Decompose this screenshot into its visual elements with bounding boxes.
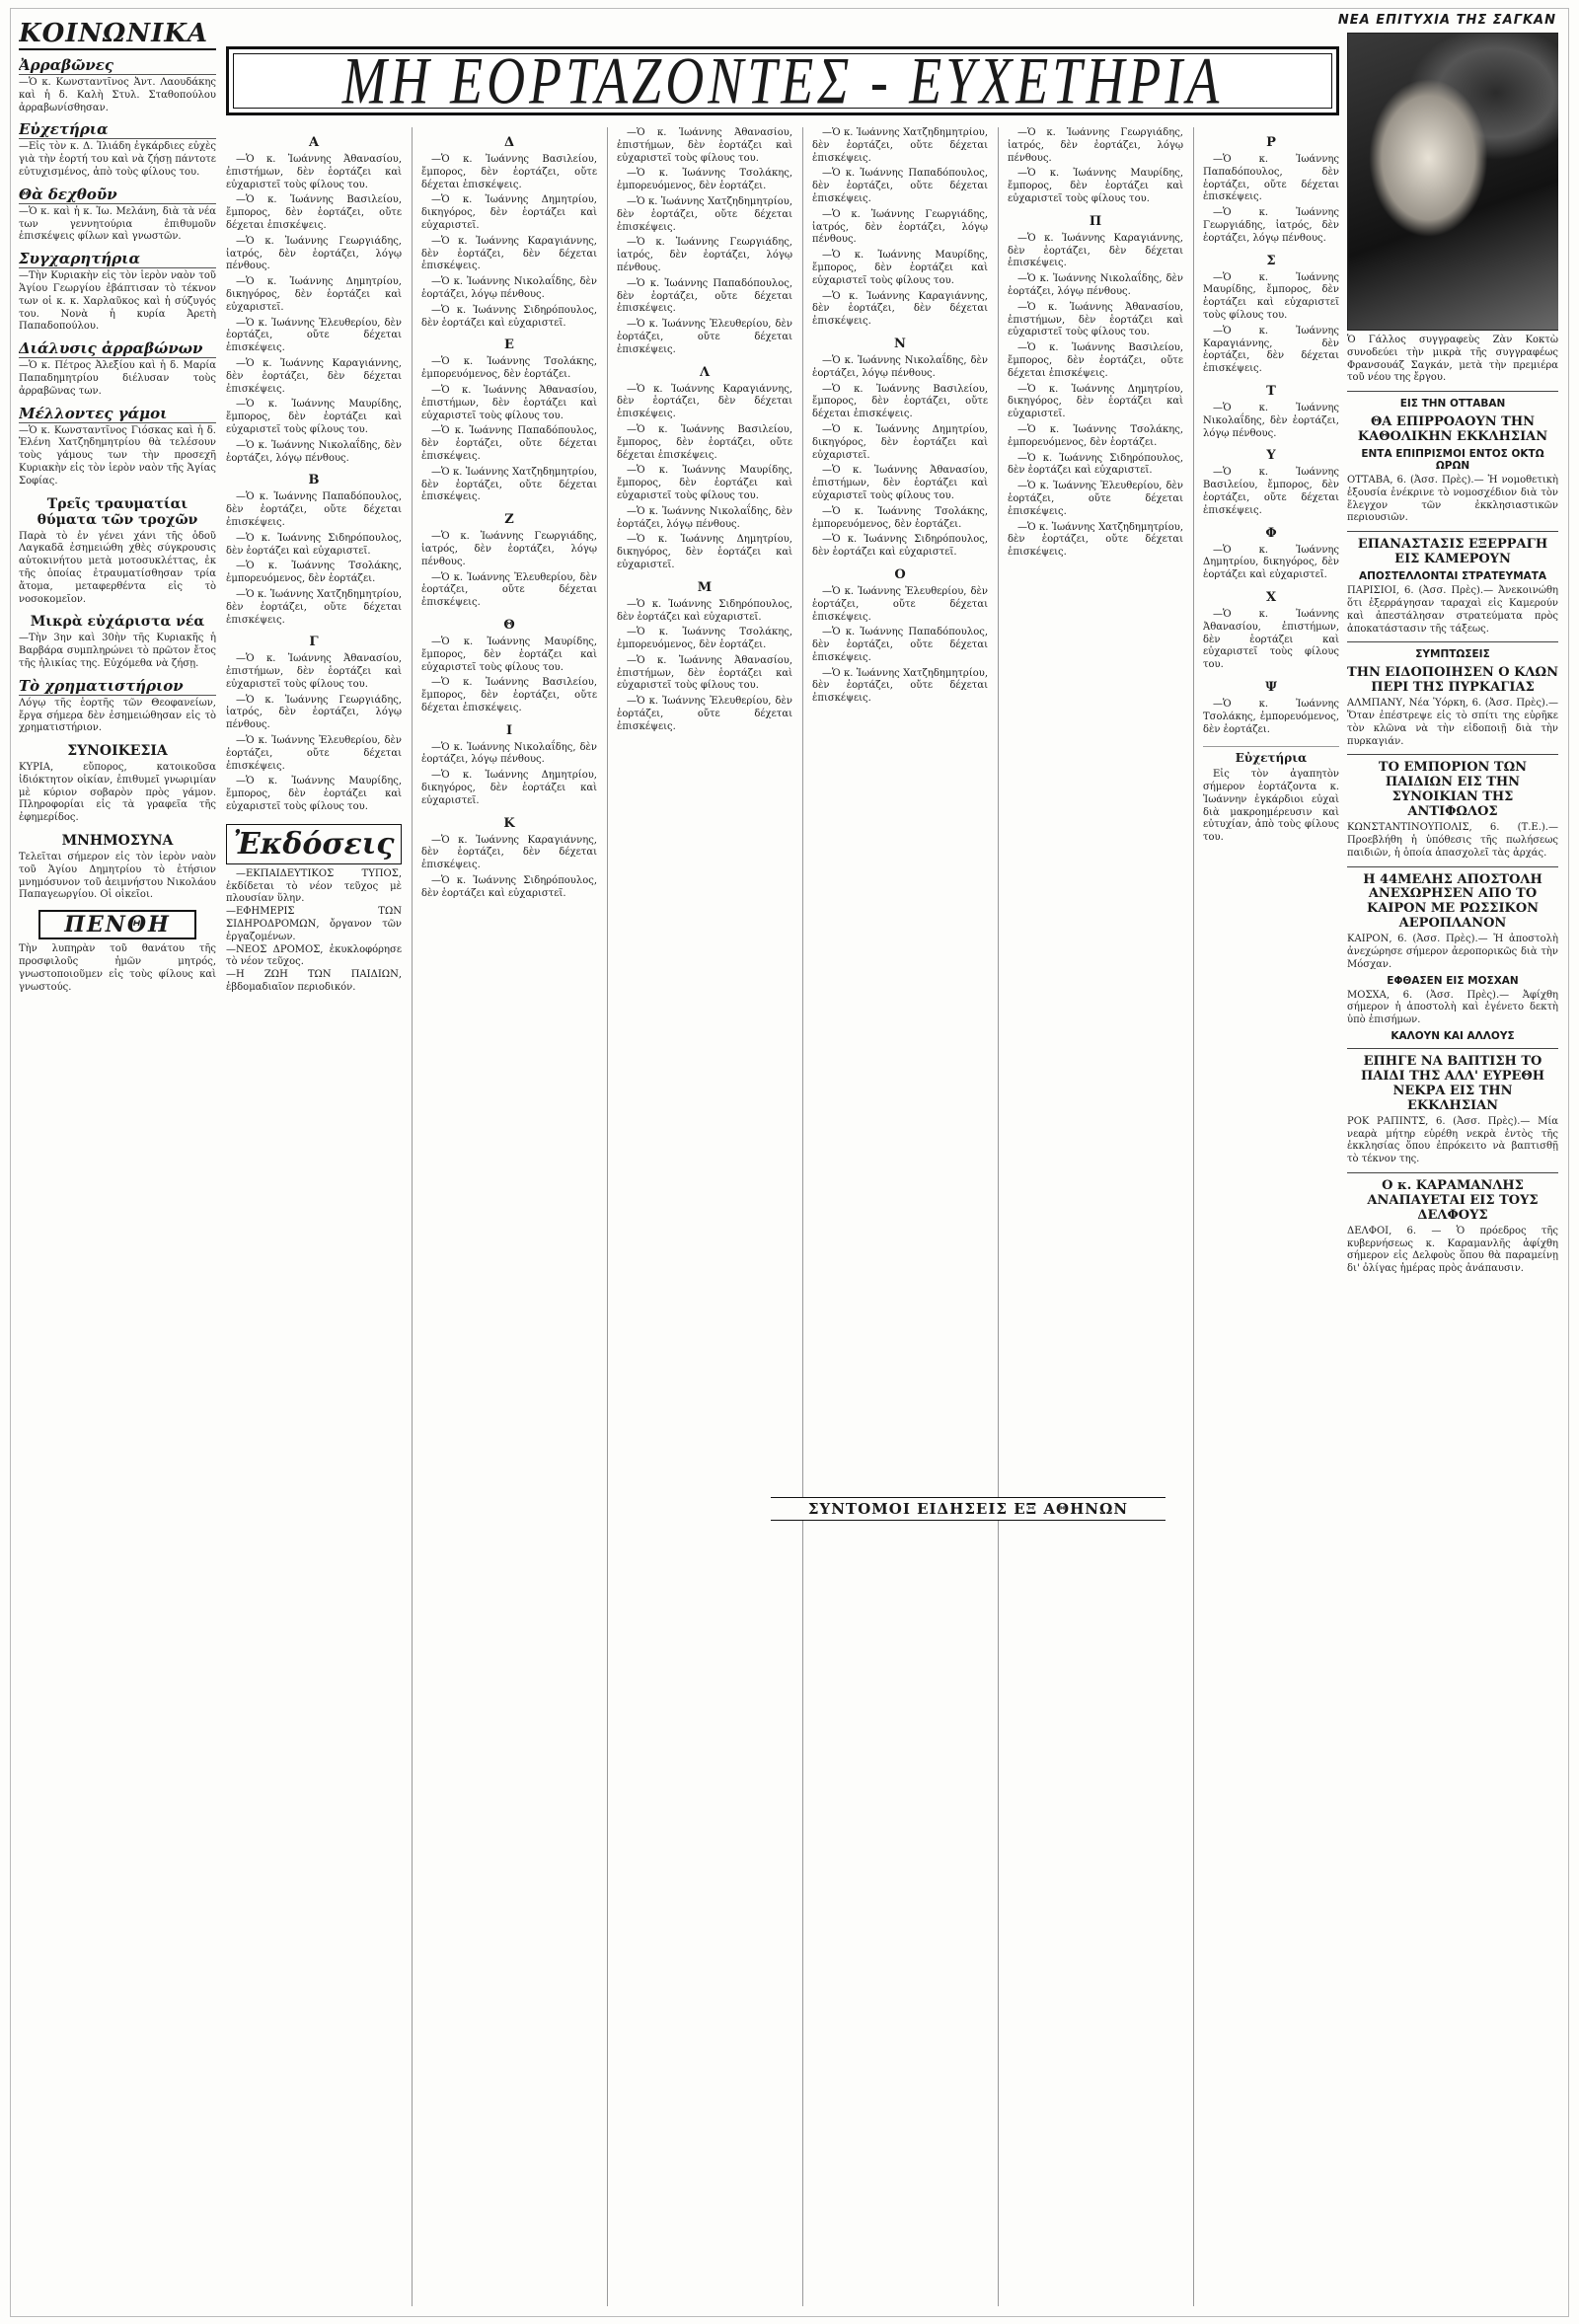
greeting-entry: —Ὁ κ. Ἰωάννης Ἐλευθερίου, δὲν ἑορτάζει, οὔτε δέχεται ἐπισκέψεις.: [617, 696, 792, 732]
greeting-entry: —Ὁ κ. Ἰωάννης Μαυρίδης, ἔμπορος, δὲν ἑορτάζει καὶ εὐχαριστεῖ τοὺς φίλους του.: [421, 636, 597, 673]
subheadline: ΑΠΟΣΤΕΛΛΟΝΤΑΙ ΣΤΡΑΤΕΥΜΑΤΑ: [1358, 570, 1547, 583]
alphabet-letter: Τ: [1266, 383, 1276, 399]
greeting-entry: —Ὁ κ. Ἰωάννης Καραγιάννης, δὲν ἑορτάζει, δὲν δέχεται ἐπισκέψεις.: [421, 235, 597, 272]
greeting-entry: —Ὁ κ. Ἰωάννης Παπαδόπουλος, δὲν ἑορτάζει, οὔτε δέχεται ἐπισκέψεις.: [812, 168, 988, 204]
divider: [1347, 391, 1558, 392]
brief-news-heading: ΣΥΝΤΟΜΟΙ ΕΙΔΗΣΕΙΣ ΕΞ ΑΘΗΝΩΝ: [771, 1497, 1165, 1521]
greeting-entry: —Ὁ κ. Ἰωάννης Καραγιάννης, δὲν ἑορτάζει, δὲν δέχεται ἐπισκέψεις.: [421, 834, 597, 871]
greeting-entry: —Ὁ κ. Ἰωάννης Δημητρίου, δικηγόρος, δὲν ἑορτάζει καὶ εὐχαριστεῖ.: [421, 770, 597, 806]
greeting-entry: —Ὁ κ. Ἰωάννης Δημητρίου, δικηγόρος, δὲν ἑορτάζει καὶ εὐχαριστεῖ.: [812, 423, 988, 461]
greeting-entry: —Ὁ κ. Ἰωάννης Βασιλείου, ἔμπορος, δὲν ἑορτάζει, οὔτε δέχεται ἐπισκέψεις.: [226, 194, 402, 231]
greeting-entry: —Ὁ κ. Ἰωάννης Βασιλείου, ἔμπορος, δὲν ἑορτάζει, οὔτε δέχεται ἐπισκέψεις.: [812, 383, 988, 420]
social-column: [19, 19, 216, 2306]
alphabet-letter: Ρ: [1266, 135, 1276, 150]
section-heading: Θὰ δεχθοῦν: [19, 186, 216, 204]
news-column: [1347, 33, 1558, 2306]
greeting-entry: —Ὁ κ. Ἰωάννης Γεωργιάδης, ἰατρός, δὲν ἑορτάζει, λόγῳ πένθους.: [812, 208, 988, 246]
greeting-entry: —Ὁ κ. Ἰωάννης Καραγιάννης, δὲν ἑορτάζει, δὲν δέχεται ἐπισκέψεις.: [1008, 232, 1183, 269]
greeting-entry: —Ὁ κ. Ἰωάννης Καραγιάννης, δὲν ἑορτάζει, δὲν δέχεται ἐπισκέψεις.: [1203, 325, 1339, 375]
greeting-entry: Εἰς τὸν ἀγαπητὸν σήμερον ἑορτάζοντα κ. Ἰωάννην ἐγκάρδιοι εὐχαὶ διὰ μακροημέρευσιν καὶ εὐτυχίαν, ἀπὸ τοὺς φίλους του.: [1203, 769, 1339, 844]
greeting-entry: —Ὁ κ. Ἰωάννης Παπαδόπουλος, δὲν ἑορτάζει, οὔτε δέχεται ἐπισκέψεις.: [421, 425, 597, 462]
section-text: Τὴν λυπηρὰν τοῦ θανάτου τῆς προσφιλοῦς ἡμῶν μητρός, γνωστοποιοῦμεν εἰς τοὺς φίλους καὶ γνωστούς.: [19, 943, 216, 993]
alphabet-letter: Ο: [894, 566, 906, 582]
greeting-entry: —Ὁ κ. Ἰωάννης Ἀθανασίου, ἐπιστήμων, δὲν ἑορτάζει καὶ εὐχαριστεῖ τοὺς φίλους του.: [226, 154, 402, 190]
greeting-entry: —Ὁ κ. Ἰωάννης Νικολαΐδης, δὲν ἑορτάζει, λόγῳ πένθους.: [1008, 273, 1183, 297]
article-text: ΑΛΜΠΑΝΥ, Νέα Ὑόρκη, 6. (Ἀσσ. Πρὲς).— Ὅταν ἐπέστρεψε εἰς τὸ σπίτι της εὑρῆκε τὸν κλῶνα νὰ τὴν εἰδοποιῇ διὰ τὴν πυρκαγιάν.: [1347, 698, 1558, 747]
headline: ΘΑ ΕΠΙΡΡΟΑΟΥΝ ΤΗΝ ΚΑΘΟΛΙΚΗΝ ΕΚΚΛΗΣΙΑΝ: [1357, 414, 1548, 445]
subheadline: ΕΝΤΑ ΕΠΙΠΡΙΣΜΟΙ ΕΝΤΟΣ ΟΚΤΩ ΩΡΩΝ: [1361, 448, 1544, 473]
greeting-entry: —Ὁ κ. Ἰωάννης Παπαδόπουλος, δὲν ἑορτάζει, οὔτε δέχεται ἐπισκέψεις.: [226, 491, 402, 528]
greeting-entry: —Ὁ κ. Ἰωάννης Βασιλείου, ἔμπορος, δὲν ἑορτάζει, οὔτε δέχεται ἐπισκέψεις.: [421, 154, 597, 190]
section-text: Λόγῳ τῆς ἑορτῆς τῶν Θεοφανείων, ἔργα σήμερα δὲν ἐσημειώθησαν εἰς τὸ χρηματιστήριον.: [19, 697, 216, 734]
section-heading: Ἀρραβῶνες: [19, 56, 216, 75]
greeting-entry: —Ὁ κ. Ἰωάννης Γεωργιάδης, ἰατρός, δὲν ἑορτάζει, λόγῳ πένθους.: [617, 237, 792, 273]
section-text: Παρὰ τὸ ἐν γένει χάνι τῆς ὁδοῦ Λαγκαδᾶ ἐσημειώθη χθὲς σύγκρουσις αὐτοκινήτου μετὰ μοτοσυκλέττας, ἐκ τῆς ὁποίας ἐτραυματίσθησαν τρία ἄτομα, μεταφερθέντα εἰς τὸ νοσοκομεῖον.: [19, 530, 216, 605]
greeting-entry: —Ὁ κ. Ἰωάννης Παπαδόπουλος, δὲν ἑορτάζει, οὔτε δέχεται ἐπισκέψεις.: [1203, 154, 1339, 203]
greeting-entry: —Ὁ κ. Ἰωάννης Ἀθανασίου, ἐπιστήμων, δὲν ἑορτάζει καὶ εὐχαριστεῖ τοὺς φίλους του.: [421, 384, 597, 421]
greeting-entry: —Ὁ κ. Ἰωάννης Τσολάκης, ἐμπορευόμενος, δὲν ἑορτάζει.: [617, 168, 792, 192]
alphabet-letter: Λ: [699, 364, 711, 380]
photo-caption: Ὁ Γάλλος συγγραφεὺς Ζὰν Κοκτὼ συνοδεύει τὴν μικρὰ τῆς συγγραφέως Φρανσουάζ Σαγκάν, μετὰ τὴν πρεμιέρα τοῦ νέου της ἔργου.: [1347, 335, 1558, 384]
greeting-entry: —Ὁ κ. Ἰωάννης Ἀθανασίου, ἐπιστήμων, δὲν ἑορτάζει καὶ εὐχαριστεῖ τοὺς φίλους του.: [1203, 608, 1339, 671]
greeting-entry: —Ὁ κ. Ἰωάννης Σιδηρόπουλος, δὲν ἑορτάζει καὶ εὐχαριστεῖ.: [421, 304, 597, 329]
column-divider: [802, 127, 803, 2306]
alphabet-letter: Ε: [504, 337, 514, 353]
alphabet-letter: Δ: [503, 135, 515, 150]
greeting-entry: —Ὁ κ. Ἰωάννης Σιδηρόπουλος, δὲν ἑορτάζει καὶ εὐχαριστεῖ.: [812, 534, 988, 559]
section-text: —Ὁ κ. καὶ ἡ κ. Ἰω. Μελάνη, διὰ τὰ νέα των γεννητούρια ἐπιθυμοῦν ἐπισκέψεις φίλων καὶ γνωστῶν.: [19, 205, 216, 243]
greeting-entry: —Ὁ κ. Ἰωάννης Νικολαΐδης, δὲν ἑορτάζει, λόγῳ πένθους.: [226, 439, 402, 464]
alphabet-letter: Υ: [1266, 448, 1276, 464]
greeting-entry: —Ὁ κ. Ἰωάννης Σιδηρόπουλος, δὲν ἑορτάζει καὶ εὐχαριστεῖ.: [617, 598, 792, 623]
greeting-entry: —Ὁ κ. Ἰωάννης Τσολάκης, ἐμπορευόμενος, δὲν ἑορτάζει.: [421, 356, 597, 381]
publications-text: —ΕΚΠΑΙΔΕΥΤΙΚΟΣ ΤΥΠΟΣ, ἐκδίδεται τὸ νέον τεῦχος μὲ πλουσίαν ὕλην. —ΕΦΗΜΕΡΙΣ ΤΩΝ ΣΙΔΗΡΟΔΡΟΜΩΝ, ὄργανον τῶν ἐργαζομένων. —ΝΕΟΣ ΔΡΟΜΟΣ, ἐκυκλοφόρησε τὸ νέον τεῦχος. —Η ΖΩΗ ΤΩΝ ΠΑΙΔΙΩΝ, ἑβδομαδιαῖον περιοδικόν.: [226, 867, 402, 994]
text-column: [226, 127, 402, 2306]
greetings-subheading: Εὐχετήρια: [1203, 746, 1339, 765]
section-text: —Ὁ κ. Πέτρος Ἀλεξίου καὶ ἡ δ. Μαρία Παπαδημητρίου διέλυσαν τοὺς ἀρραβῶνας των.: [19, 360, 216, 397]
column-divider: [607, 127, 608, 2306]
headline: ΕΠΑΝΑΣΤΑΣΙΣ ΕΞΕΡΡΑΓΗ ΕΙΣ ΚΑΜΕΡΟΥΝ: [1357, 537, 1548, 567]
article-text: ΚΑΙΡΟΝ, 6. (Ἀσσ. Πρὲς).— Ἡ ἀποστολὴ ἀνεχώρησε σήμερον ἀεροπορικῶς διὰ τὴν Μόσχαν.: [1347, 934, 1558, 970]
greeting-entry: —Ὁ κ. Ἰωάννης Παπαδόπουλος, δὲν ἑορτάζει, οὔτε δέχεται ἐπισκέψεις.: [812, 627, 988, 663]
article-text: ΟΤΤΑΒΑ, 6. (Ἀσσ. Πρὲς).— Ἡ νομοθετικὴ ἐξουσία ἐνέκρινε τὸ νομοσχέδιον διὰ τὸν ἔλεγχον τῶν ἐκκλησιαστικῶν περιουσιῶν.: [1347, 475, 1558, 524]
headline: Ο κ. ΚΑΡΑΜΑΝΛΗΣ ΑΝΑΠΑΥΕΤΑΙ ΕΙΣ ΤΟΥΣ ΔΕΛΦΟΥΣ: [1367, 1177, 1539, 1223]
dateline: ΕΙΣ ΤΗΝ ΟΤΤΑΒΑΝ: [1399, 398, 1506, 411]
greeting-entry: —Ὁ κ. Ἰωάννης Βασιλείου, ἔμπορος, δὲν ἑορτάζει, οὔτε δέχεται ἐπισκέψεις.: [421, 677, 597, 713]
greeting-entry: —Ὁ κ. Ἰωάννης Χατζηδημητρίου, δὲν ἑορτάζει, οὔτε δέχεται ἐπισκέψεις.: [421, 466, 597, 503]
alphabet-letter: Σ: [1266, 253, 1276, 268]
greeting-entry: —Ὁ κ. Ἰωάννης Ἀθανασίου, ἐπιστήμων, δὲν ἑορτάζει καὶ εὐχαριστεῖ τοὺς φίλους του.: [812, 465, 988, 501]
section-heading: Εὐχετήρια: [19, 120, 216, 139]
greeting-entry: —Ὁ κ. Ἰωάννης Δημητρίου, δικηγόρος, δὲν ἑορτάζει καὶ εὐχαριστεῖ.: [1203, 544, 1339, 581]
greeting-entry: —Ὁ κ. Ἰωάννης Τσολάκης, ἐμπορευόμενος, δὲν ἑορτάζει.: [617, 627, 792, 651]
greeting-entry: —Ὁ κ. Ἰωάννης Μαυρίδης, ἔμπορος, δὲν ἑορτάζει καὶ εὐχαριστεῖ τοὺς φίλους του.: [1008, 168, 1183, 204]
alphabet-letter: Π: [1089, 213, 1102, 229]
divider: [1347, 1172, 1558, 1173]
memorials-heading: ΜΝΗΜΟΣΥΝΑ: [61, 833, 174, 850]
greeting-entry: —Ὁ κ. Ἰωάννης Ἐλευθερίου, δὲν ἑορτάζει, οὔτε δέχεται ἐπισκέψεις.: [226, 735, 402, 772]
greeting-entry: —Ὁ κ. Ἰωάννης Χατζηδημητρίου, δὲν ἑορτάζει, οὔτε δέχεται ἐπισκέψεις.: [812, 667, 988, 705]
greeting-entry: —Ὁ κ. Ἰωάννης Σιδηρόπουλος, δὲν ἑορτάζει καὶ εὐχαριστεῖ.: [226, 532, 402, 557]
greeting-entry: —Ὁ κ. Ἰωάννης Μαυρίδης, ἔμπορος, δὲν ἑορτάζει καὶ εὐχαριστεῖ τοὺς φίλους του.: [812, 250, 988, 286]
alphabet-letter: Ι: [505, 722, 513, 738]
news-heading: Τρεῖς τραυματίαι θύματα τῶν τροχῶν: [37, 495, 198, 528]
greeting-entry: —Ὁ κ. Ἰωάννης Γεωργιάδης, ἰατρός, δὲν ἑορτάζει, λόγῳ πένθους.: [226, 694, 402, 731]
greeting-entry: —Ὁ κ. Ἰωάννης Καραγιάννης, δὲν ἑορτάζει, δὲν δέχεται ἐπισκέψεις.: [226, 357, 402, 395]
greeting-entry: —Ὁ κ. Ἰωάννης Ἀθανασίου, ἐπιστήμων, δὲν ἑορτάζει καὶ εὐχαριστεῖ τοὺς φίλους του.: [1008, 301, 1183, 338]
alphabet-letter: Χ: [1265, 589, 1277, 605]
greeting-entry: —Ὁ κ. Ἰωάννης Ἐλευθερίου, δὲν ἑορτάζει, οὔτε δέχεται ἐπισκέψεις.: [617, 319, 792, 355]
alphabet-letter: Φ: [1265, 525, 1277, 541]
section-text: —Ὁ κ. Κωνσταντῖνος Γιόσκας καὶ ἡ δ. Ἑλένη Χατζηδημητρίου θὰ τελέσουν τοὺς γάμους των τὴν προσεχῆ Κυριακὴν εἰς τὸν ἱερὸν ναὸν τῆς Ἁγίας Σοφίας.: [19, 424, 216, 487]
greeting-entry: —Ὁ κ. Ἰωάννης Χατζηδημητρίου, δὲν ἑορτάζει, οὔτε δέχεται ἐπισκέψεις.: [812, 127, 988, 164]
greeting-entry: —Ὁ κ. Ἰωάννης Δημητρίου, δικηγόρος, δὲν ἑορτάζει καὶ εὐχαριστεῖ.: [1008, 383, 1183, 420]
top-right-banner: ΝΕΑ ΕΠΙΤΥΧΙΑ ΤΗΣ ΣΑΓΚΑΝ: [1337, 13, 1556, 28]
divider: [1347, 866, 1558, 867]
greeting-entry: —Ὁ κ. Ἰωάννης Μαυρίδης, ἔμπορος, δὲν ἑορτάζει καὶ εὐχαριστεῖ τοὺς φίλους του.: [226, 399, 402, 435]
alphabet-letter: Ψ: [1265, 679, 1277, 695]
greeting-entry: —Ὁ κ. Ἰωάννης Μαυρίδης, ἔμπορος, δὲν ἑορτάζει καὶ εὐχαριστεῖ τοὺς φίλους του.: [1203, 271, 1339, 321]
greeting-entry: —Ὁ κ. Ἰωάννης Χατζηδημητρίου, δὲν ἑορτάζει, οὔτε δέχεται ἐπισκέψεις.: [226, 588, 402, 626]
section-text: —Εἰς τὸν κ. Δ. Ἰλιάδη ἐγκάρδιες εὐχὲς γιὰ τὴν ἑορτή του καὶ νὰ ζήσῃ πάντοτε εὐτυχισμένος, ἀπὸ τοὺς φίλους του.: [19, 141, 216, 178]
masthead-banner: [226, 43, 1339, 118]
greeting-entry: —Ὁ κ. Ἰωάννης Σιδηρόπουλος, δὲν ἑορτάζει καὶ εὐχαριστεῖ.: [1008, 452, 1183, 477]
dateline: ΚΑΛΟΥΝ ΚΑΙ ΑΛΛΟΥΣ: [1391, 1030, 1515, 1043]
greeting-entry: —Ὁ κ. Ἰωάννης Δημητρίου, δικηγόρος, δὲν ἑορτάζει καὶ εὐχαριστεῖ.: [226, 276, 402, 313]
greeting-entry: —Ὁ κ. Ἰωάννης Δημητρίου, δικηγόρος, δὲν ἑορτάζει καὶ εὐχαριστεῖ.: [421, 194, 597, 231]
section-text: —Ὁ κ. Κωνσταντῖνος Ἀντ. Λαουδάκης καὶ ἡ δ. Καλὴ Στυλ. Σταθοπούλου ἀρραβωνίσθησαν.: [19, 77, 216, 113]
greeting-entry: —Ὁ κ. Ἰωάννης Γεωργιάδης, ἰατρός, δὲν ἑορτάζει, λόγῳ πένθους.: [421, 531, 597, 567]
column-rubric: ΚΟΙΝΩΝΙΚΑ: [19, 19, 216, 50]
greeting-entry: —Ὁ κ. Ἰωάννης Βασιλείου, ἔμπορος, δὲν ἑορτάζει, οὔτε δέχεται ἐπισκέψεις.: [1203, 467, 1339, 516]
alphabet-letter: Α: [308, 135, 320, 150]
alphabet-letter: Ν: [894, 336, 906, 351]
greeting-entry: —Ὁ κ. Ἰωάννης Τσολάκης, ἐμπορευόμενος, δὲν ἑορτάζει.: [226, 561, 402, 585]
greeting-entry: —Ὁ κ. Ἰωάννης Τσολάκης, ἐμπορευόμενος, δὲν ἑορτάζει.: [1203, 698, 1339, 735]
divider: [1347, 1048, 1558, 1049]
greeting-entry: —Ὁ κ. Ἰωάννης Ἐλευθερίου, δὲν ἑορτάζει, οὔτε δέχεται ἐπισκέψεις.: [226, 317, 402, 354]
greeting-entry: —Ὁ κ. Ἰωάννης Βασιλείου, ἔμπορος, δὲν ἑορτάζει, οὔτε δέχεται ἐπισκέψεις.: [1008, 342, 1183, 379]
greeting-entry: —Ὁ κ. Ἰωάννης Τσολάκης, ἐμπορευόμενος, δὲν ἑορτάζει.: [812, 505, 988, 530]
greeting-entry: —Ὁ κ. Ἰωάννης Ἐλευθερίου, δὲν ἑορτάζει, οὔτε δέχεται ἐπισκέψεις.: [421, 571, 597, 609]
section-text: —Τὴν Κυριακὴν εἰς τὸν ἱερὸν ναὸν τοῦ Ἁγίου Γεωργίου ἐβάπτισαν τὸ τέκνον των οἱ κ. κ. Χαρλαῦκος καὶ ἡ σύζυγός του. Νονὰ ἡ κυρία Ἀρετὴ Παπαδοπούλου.: [19, 270, 216, 333]
divider: [1347, 754, 1558, 755]
headline: ΕΠΗΓΕ ΝΑ ΒΑΠΤΙΣΗ ΤΟ ΠΑΙΔΙ ΤΗΣ ΑΛΛ' ΕΥΡΕΘΗ ΝΕΚΡΑ ΕΙΣ ΤΗΝ ΕΚΚΛΗΣΙΑΝ: [1360, 1054, 1545, 1113]
text-column: [1008, 127, 1183, 2306]
alphabet-letter: Θ: [503, 617, 515, 633]
greetings-columns: [226, 127, 1339, 2306]
greeting-entry: —Ὁ κ. Ἰωάννης Βασιλείου, ἔμπορος, δὲν ἑορτάζει, οὔτε δέχεται ἐπισκέψεις.: [617, 423, 792, 461]
greeting-entry: —Ὁ κ. Ἰωάννης Ἀθανασίου, ἐπιστήμων, δὲν ἑορτάζει καὶ εὐχαριστεῖ τοὺς φίλους του.: [226, 653, 402, 690]
mourning-heading: ΠΕΝΘΗ: [38, 910, 196, 939]
alphabet-letter: Γ: [309, 635, 319, 650]
greeting-entry: —Ὁ κ. Ἰωάννης Ἀθανασίου, ἐπιστήμων, δὲν ἑορτάζει καὶ εὐχαριστεῖ τοὺς φίλους του.: [617, 654, 792, 692]
section-text: —Τὴν 3ην καὶ 30ὴν τῆς Κυριακῆς ἡ Βαρβάρα συμπληρώνει τὸ πρῶτον ἔτος τῆς ἡλικίας της. Εὐχόμεθα νὰ ζήσῃ.: [19, 633, 216, 669]
greeting-entry: —Ὁ κ. Ἰωάννης Ἐλευθερίου, δὲν ἑορτάζει, οὔτε δέχεται ἐπισκέψεις.: [812, 585, 988, 623]
greeting-entry: —Ὁ κ. Ἰωάννης Γεωργιάδης, ἰατρός, δὲν ἑορτάζει, λόγῳ πένθους.: [1203, 207, 1339, 244]
article-text: ΡΟΚ ΡΑΠΙΝΤΣ, 6. (Ἀσσ. Πρὲς).— Μία νεαρὰ μήτηρ εὑρέθη νεκρὰ ἐντὸς τῆς ἐκκλησίας ὅπου ἐπρόκειτο νὰ βαπτισθῇ τὸ τέκνον της.: [1347, 1115, 1558, 1165]
dateline: ΕΦΘΑΣΕΝ ΕΙΣ ΜΟΣΧΑΝ: [1387, 974, 1519, 987]
greeting-entry: —Ὁ κ. Ἰωάννης Χατζηδημητρίου, δὲν ἑορτάζει, οὔτε δέχεται ἐπισκέψεις.: [1008, 521, 1183, 559]
greeting-entry: —Ὁ κ. Ἰωάννης Νικολαΐδης, δὲν ἑορτάζει, λόγῳ πένθους.: [617, 505, 792, 530]
text-column: [617, 127, 792, 2306]
news-photo: [1347, 33, 1558, 331]
column-divider: [412, 127, 413, 2306]
greeting-entry: —Ὁ κ. Ἰωάννης Παπαδόπουλος, δὲν ἑορτάζει, οὔτε δέχεται ἐπισκέψεις.: [617, 277, 792, 315]
greeting-entry: —Ὁ κ. Ἰωάννης Ἀθανασίου, ἐπιστήμων, δὲν ἑορτάζει καὶ εὐχαριστεῖ τοὺς φίλους του.: [617, 127, 792, 164]
article-text: ΚΩΝΣΤΑΝΤΙΝΟΥΠΟΛΙΣ, 6. (Τ.Ε.).— Προεβλήθη ἡ ὑπόθεσις τῆς πωλήσεως παιδιῶν, ἡ ὁποία ἀπασχολεῖ τὰς ἀρχάς.: [1347, 822, 1558, 859]
greeting-entry: —Ὁ κ. Ἰωάννης Νικολαΐδης, δὲν ἑορτάζει, λόγῳ πένθους.: [421, 276, 597, 300]
publications-heading: Ἐκδόσεις: [226, 824, 402, 864]
text-column: [421, 127, 597, 2306]
greeting-entry: —Ὁ κ. Ἰωάννης Δημητρίου, δικηγόρος, δὲν ἑορτάζει καὶ εὐχαριστεῖ.: [617, 534, 792, 570]
greeting-entry: —Ὁ κ. Ἰωάννης Ἐλευθερίου, δὲν ἑορτάζει, οὔτε δέχεται ἐπισκέψεις.: [1008, 481, 1183, 517]
alphabet-letter: Ζ: [504, 512, 514, 528]
section-heading: Διάλυσις ἀρραβώνων: [19, 339, 216, 358]
greeting-entry: —Ὁ κ. Ἰωάννης Νικολαΐδης, δὲν ἑορτάζει, λόγῳ πένθους.: [812, 354, 988, 379]
alphabet-letter: Κ: [503, 815, 515, 831]
greeting-entry: —Ὁ κ. Ἰωάννης Καραγιάννης, δὲν ἑορτάζει, δὲν δέχεται ἐπισκέψεις.: [812, 290, 988, 328]
masthead-title: ΜΗ ΕΟΡΤΑΖΟΝΤΕΣ - ΕΥΧΕΤΗΡΙΑ: [341, 43, 1224, 118]
article-text: ΠΑΡΙΣΙΟΙ, 6. (Ἀσσ. Πρὲς).— Ἀνεκοινώθη ὅτι ἐξερράγησαν ταραχαὶ εἰς Καμερούν καὶ ἀπεστάλησαν στρατεύματα πρὸς ἀποκατάστασιν τῆς τάξεως.: [1347, 585, 1558, 635]
greeting-entry: —Ὁ κ. Ἰωάννης Τσολάκης, ἐμπορευόμενος, δὲν ἑορτάζει.: [1008, 423, 1183, 448]
news-heading: Μικρὰ εὐχάριστα νέα: [30, 614, 205, 631]
greeting-entry: —Ὁ κ. Ἰωάννης Νικολαΐδης, δὲν ἑορτάζει, λόγῳ πένθους.: [421, 741, 597, 766]
section-heading: Μέλλοντες γάμοι: [19, 405, 216, 423]
section-heading: Τὸ χρηματιστήριον: [19, 677, 216, 696]
column-divider: [998, 127, 999, 2306]
greeting-entry: —Ὁ κ. Ἰωάννης Μαυρίδης, ἔμπορος, δὲν ἑορτάζει καὶ εὐχαριστεῖ τοὺς φίλους του.: [226, 776, 402, 813]
greeting-entry: —Ὁ κ. Ἰωάννης Χατζηδημητρίου, δὲν ἑορτάζει, οὔτε δέχεται ἐπισκέψεις.: [617, 195, 792, 233]
section-heading: Συγχαρητήρια: [19, 250, 216, 268]
greeting-entry: —Ὁ κ. Ἰωάννης Νικολαΐδης, δὲν ἑορτάζει, λόγῳ πένθους.: [1203, 402, 1339, 439]
dateline: ΣΥΜΠΤΩΣΕΙΣ: [1415, 648, 1490, 661]
article-text: ΜΟΣΧΑ, 6. (Ἀσσ. Πρὲς).— Ἀφίχθη σήμερον ἡ ἀποστολὴ καὶ ἐγένετο δεκτὴ ὑπὸ ἐπισήμων.: [1347, 989, 1558, 1026]
greeting-entry: —Ὁ κ. Ἰωάννης Καραγιάννης, δὲν ἑορτάζει, δὲν δέχεται ἐπισκέψεις.: [617, 383, 792, 420]
newspaper-page: [10, 8, 1569, 2317]
column-divider: [1193, 127, 1194, 2306]
divider: [1347, 531, 1558, 532]
headline: Η 44ΜΕΛΗΣ ΑΠΟΣΤΟΛΗ ΑΝΕΧΩΡΗΣΕΝ ΑΠΟ ΤΟ ΚΑΙΡΟΝ ΜΕ ΡΩΣΣΙΚΟΝ ΑΕΡΟΠΛΑΝΟΝ: [1363, 871, 1542, 932]
section-text: Τελεῖται σήμερον εἰς τὸν ἱερὸν ναὸν τοῦ Ἁγίου Δημητρίου τὸ ἐτήσιον μνημόσυνον τοῦ ἀειμνήστου Νικολάου Παπαγεωργίου. Οἱ οἰκεῖοι.: [19, 852, 216, 901]
text-column: [812, 127, 988, 2306]
alphabet-letter: Μ: [697, 579, 713, 595]
text-column: [1203, 127, 1339, 2306]
article-text: ΔΕΛΦΟΙ, 6. — Ὁ πρόεδρος τῆς κυβερνήσεως κ. Καραμανλῆς ἀφίχθη σήμερον εἰς Δελφοὺς ὅπου θὰ παραμείνῃ δι' ὀλίγας ἡμέρας πρὸς ἀνάπαυσιν.: [1347, 1225, 1558, 1275]
classifieds-heading: ΣΥΝΟΙΚΕΣΙΑ: [67, 743, 168, 760]
headline: ΤΟ ΕΜΠΟΡΙΟΝ ΤΩΝ ΠΑΙΔΙΩΝ ΕΙΣ ΤΗΝ ΣΥΝΟΙΚΙΑΝ ΤΗΣ ΑΝΤΙΦΩΛΟΣ: [1378, 760, 1528, 820]
greeting-entry: —Ὁ κ. Ἰωάννης Γεωργιάδης, ἰατρός, δὲν ἑορτάζει, λόγῳ πένθους.: [226, 235, 402, 272]
section-text: ΚΥΡΙΑ, εὔπορος, κατοικοῦσα ἰδιόκτητον οἰκίαν, ἐπιθυμεῖ γνωριμίαν μὲ κύριον σοβαρὸν πρὸς γάμον. Πληροφορίαι εἰς τὰ γραφεῖα τῆς ἐφημερίδος.: [19, 762, 216, 824]
greeting-entry: —Ὁ κ. Ἰωάννης Σιδηρόπουλος, δὲν ἑορτάζει καὶ εὐχαριστεῖ.: [421, 875, 597, 899]
greeting-entry: —Ὁ κ. Ἰωάννης Μαυρίδης, ἔμπορος, δὲν ἑορτάζει καὶ εὐχαριστεῖ τοὺς φίλους του.: [617, 465, 792, 501]
divider: [1347, 641, 1558, 642]
greeting-entry: —Ὁ κ. Ἰωάννης Γεωργιάδης, ἰατρός, δὲν ἑορτάζει, λόγῳ πένθους.: [1008, 127, 1183, 164]
headline: ΤΗΝ ΕΙΔΟΠΟΙΗΣΕΝ Ο ΚΛΩΝ ΠΕΡΙ ΤΗΣ ΠΥΡΚΑΓΙΑΣ: [1347, 665, 1558, 696]
alphabet-letter: Β: [308, 473, 320, 488]
